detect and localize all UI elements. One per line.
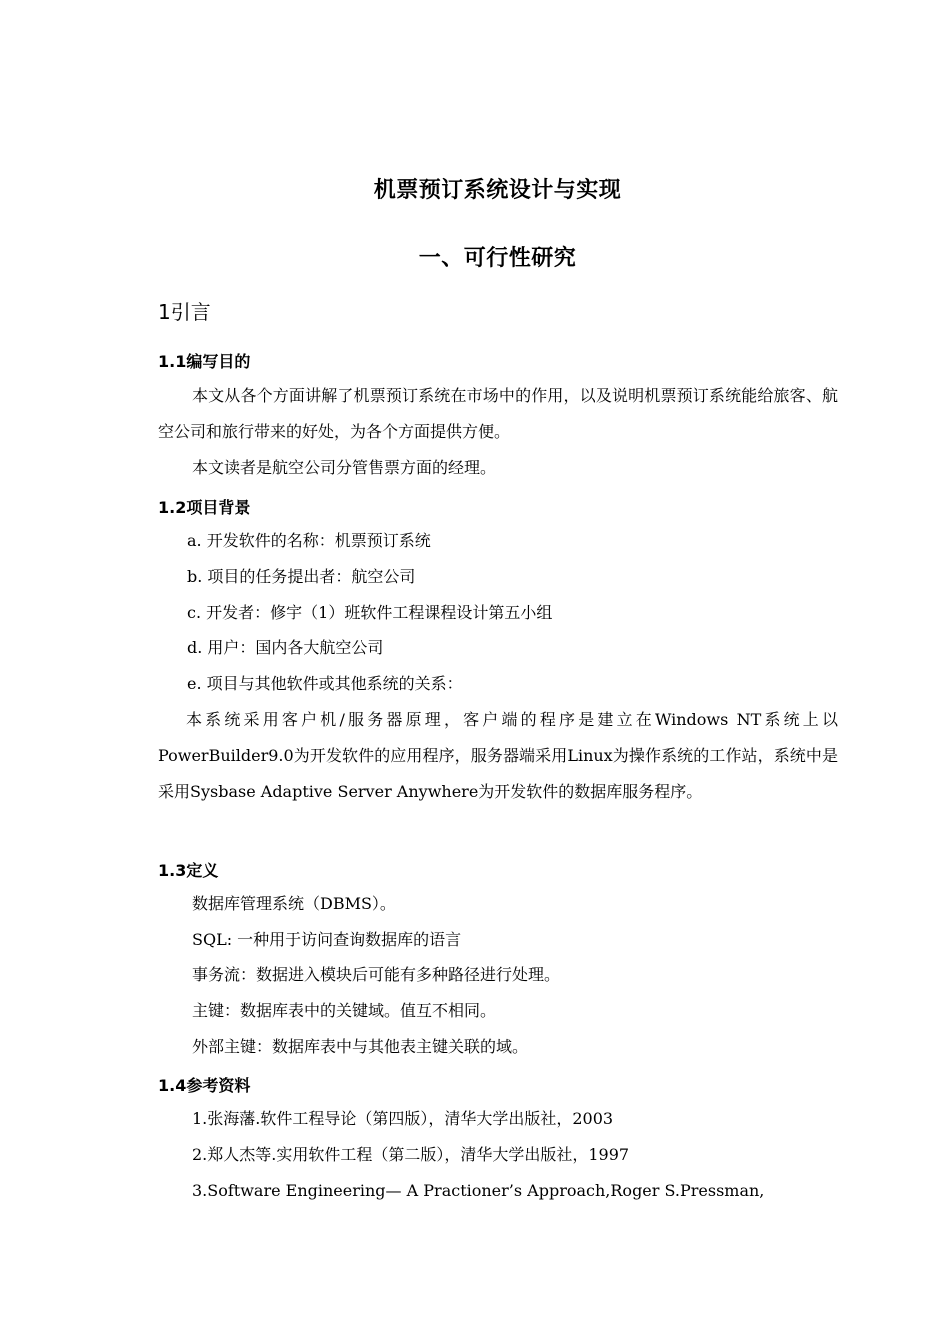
- chapter-title: 一、可行性研究: [418, 246, 577, 271]
- document-title: 机票预订系统设计与实现: [373, 178, 622, 203]
- definition-item: SQL: 一种用于访问查询数据库的语言: [192, 930, 462, 949]
- list-item: a. 开发软件的名称：机票预订系统: [187, 531, 431, 550]
- definition-item: 数据库管理系统（DBMS）。: [192, 894, 396, 913]
- list-item: e. 项目与其他软件或其他系统的关系：: [187, 674, 463, 693]
- subsection-heading-purpose: 1.1编写目的: [158, 352, 251, 371]
- list-item: d. 用户：国内各大航空公司: [187, 638, 384, 657]
- list-item: b. 项目的任务提出者：航空公司: [187, 567, 416, 586]
- paragraph-system-relation: 本系统采用客户机/服务器原理，客户端的程序是建立在Windows NT系统上以PowerBuilder9.0为开发软件的应用程序，服务器端采用Linux为操作系统的工作站，系统中是采用Sysbase Adaptive Server Anywhere为开发软件的数据库服务程序。: [158, 710, 838, 801]
- section-heading-introduction: 1引言: [158, 300, 211, 324]
- subsection-heading-definitions: 1.3定义: [158, 861, 219, 880]
- paragraph-purpose: 本文从各个方面讲解了机票预订系统在市场中的作用，以及说明机票预订系统能给旅客、航空公司和旅行带来的好处，为各个方面提供方便。: [158, 386, 838, 441]
- reference-item: 3.Software Engineering— A Practioner’s Approach,Roger S.Pressman,: [192, 1181, 765, 1200]
- list-item: c. 开发者：修宇（1）班软件工程课程设计第五小组: [187, 603, 553, 622]
- subsection-heading-references: 1.4参考资料: [158, 1076, 251, 1095]
- definition-item: 外部主键：数据库表中与其他表主键关联的域。: [192, 1037, 529, 1056]
- subsection-heading-background: 1.2项目背景: [158, 498, 251, 517]
- paragraph-readers: 本文读者是航空公司分管售票方面的经理。: [192, 458, 497, 477]
- definition-item: 主键：数据库表中的关键域。值互不相同。: [192, 1001, 497, 1020]
- reference-item: 2.郑人杰等.实用软件工程（第二版），清华大学出版社，1997: [192, 1145, 630, 1164]
- definition-item: 事务流：数据进入模块后可能有多种路径进行处理。: [192, 965, 561, 984]
- reference-item: 1.张海藩.软件工程导论（第四版），清华大学出版社，2003: [192, 1109, 614, 1128]
